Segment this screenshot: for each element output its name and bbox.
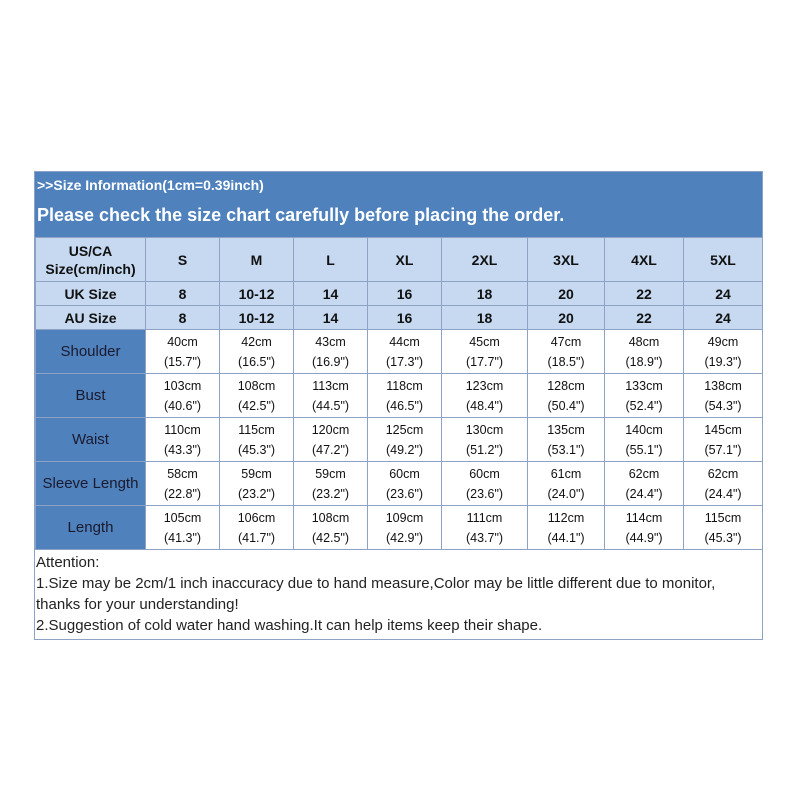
inch-value: (23.2") xyxy=(237,486,276,501)
au-size-cell: 20 xyxy=(528,306,605,330)
inch-value: (16.9") xyxy=(311,354,350,369)
measurement-cell xyxy=(294,418,368,462)
inch-value: (43.3") xyxy=(163,442,202,457)
cm-value: 112cm xyxy=(547,510,585,525)
measurement-cell xyxy=(294,506,368,550)
measurement-cell xyxy=(146,418,220,462)
inch-value: (46.5") xyxy=(385,398,424,413)
cm-value: 58cm xyxy=(167,466,198,481)
us-size-label xyxy=(36,238,146,282)
cm-value: 123cm xyxy=(465,378,504,393)
inch-value: (44.1") xyxy=(547,530,585,545)
uk-size-cell: 18 xyxy=(442,282,528,306)
measurement-cell xyxy=(528,506,605,550)
cm-value: 140cm xyxy=(625,422,663,437)
inch-value: (22.8") xyxy=(163,486,202,501)
inch-value: (24.4") xyxy=(625,486,663,501)
attention-line-3: 2.Suggestion of cold water hand washing.It can help items keep their shape. xyxy=(36,617,543,634)
measurement-cell xyxy=(528,374,605,418)
measurement-cell xyxy=(220,506,294,550)
cm-value: 108cm xyxy=(237,378,276,393)
us-size-cell: XL xyxy=(368,238,442,282)
size-chart-notice: Please check the size chart carefully before placing the order. xyxy=(37,205,565,225)
measurement-cell xyxy=(605,506,684,550)
inch-value: (23.6") xyxy=(385,486,424,501)
cm-value: 59cm xyxy=(315,466,346,481)
inch-value: (55.1") xyxy=(625,442,663,457)
measurement-cell xyxy=(442,462,528,506)
cm-value: 62cm xyxy=(707,466,739,481)
cm-value: 59cm xyxy=(241,466,272,481)
inch-value: (19.3") xyxy=(704,354,742,369)
inch-value: (17.7") xyxy=(465,354,504,369)
cm-value: 138cm xyxy=(704,378,742,393)
measurement-cell xyxy=(442,374,528,418)
measurement-cell xyxy=(528,418,605,462)
inch-value: (47.2") xyxy=(311,442,350,457)
uk-size-cell: 22 xyxy=(605,282,684,306)
size-chart xyxy=(34,171,763,640)
measurement-cell xyxy=(368,330,442,374)
measurement-row xyxy=(36,330,763,374)
measurement-cell xyxy=(368,418,442,462)
au-size-cell: 10-12 xyxy=(220,306,294,330)
measurement-row xyxy=(36,418,763,462)
inch-value: (50.4") xyxy=(547,398,585,413)
inch-value: (48.4") xyxy=(465,398,504,413)
measurement-label: Waist xyxy=(36,418,146,462)
inch-value: (17.3") xyxy=(385,354,424,369)
measurement-cell xyxy=(684,374,763,418)
measurement-cell xyxy=(220,462,294,506)
measurement-cell xyxy=(146,462,220,506)
cm-value: 113cm xyxy=(312,378,349,393)
measurement-cell xyxy=(684,506,763,550)
measurement-cell xyxy=(605,418,684,462)
cm-value: 49cm xyxy=(707,334,739,349)
inch-value: (42.5") xyxy=(237,398,276,413)
measurement-row xyxy=(36,374,763,418)
cm-value: 43cm xyxy=(315,334,346,349)
cm-value: 118cm xyxy=(386,378,423,393)
measurement-cell xyxy=(368,462,442,506)
cm-value: 145cm xyxy=(704,422,742,437)
uk-size-cell: 16 xyxy=(368,282,442,306)
cm-value: 110cm xyxy=(164,422,201,437)
au-size-cell: 18 xyxy=(442,306,528,330)
au-size-row xyxy=(36,306,763,330)
measurement-cell xyxy=(294,330,368,374)
inch-value: (44.5") xyxy=(311,398,350,413)
inch-value: (53.1") xyxy=(547,442,585,457)
au-size-cell: 22 xyxy=(605,306,684,330)
measurement-cell xyxy=(294,462,368,506)
attention-title: Attention: xyxy=(36,554,100,571)
inch-value: (49.2") xyxy=(385,442,424,457)
measurement-cell xyxy=(442,506,528,550)
measurement-cell xyxy=(605,462,684,506)
au-size-cell: 16 xyxy=(368,306,442,330)
measurement-cell xyxy=(442,418,528,462)
cm-value: 60cm xyxy=(389,466,420,481)
measurement-cell xyxy=(146,330,220,374)
uk-size-label: UK Size xyxy=(36,282,146,306)
size-info-banner xyxy=(35,172,762,237)
measurement-cell xyxy=(684,330,763,374)
inch-value: (41.7") xyxy=(237,530,276,545)
attention-notes xyxy=(35,550,762,639)
inch-value: (52.4") xyxy=(625,398,663,413)
us-size-row xyxy=(36,238,763,282)
cm-value: 44cm xyxy=(389,334,420,349)
measurement-cell xyxy=(528,462,605,506)
inch-value: (42.5") xyxy=(311,530,350,545)
measurement-cell xyxy=(368,506,442,550)
cm-value: 103cm xyxy=(163,378,202,393)
measurement-cell xyxy=(146,506,220,550)
measurement-cell xyxy=(294,374,368,418)
us-size-cell: 3XL xyxy=(528,238,605,282)
inch-value: (18.5") xyxy=(547,354,585,369)
uk-size-cell: 8 xyxy=(146,282,220,306)
uk-size-cell: 20 xyxy=(528,282,605,306)
cm-value: 128cm xyxy=(547,378,585,393)
measurement-row xyxy=(36,462,763,506)
inch-value: (16.5") xyxy=(237,354,276,369)
cm-value: 60cm xyxy=(469,466,500,481)
us-label-line1: US/CA xyxy=(68,242,113,259)
inch-value: (23.6") xyxy=(465,486,504,501)
measurement-cell xyxy=(220,330,294,374)
inch-value: (44.9") xyxy=(625,530,663,545)
measurement-row xyxy=(36,506,763,550)
us-size-cell: M xyxy=(220,238,294,282)
cm-value: 114cm xyxy=(625,510,663,525)
cm-value: 109cm xyxy=(385,510,424,525)
measurement-cell xyxy=(220,374,294,418)
cm-value: 47cm xyxy=(550,334,582,349)
cm-value: 115cm xyxy=(238,422,275,437)
cm-value: 48cm xyxy=(628,334,660,349)
inch-value: (18.9") xyxy=(625,354,663,369)
measurement-cell xyxy=(442,330,528,374)
us-size-cell: L xyxy=(294,238,368,282)
measurement-label: Sleeve Length xyxy=(36,462,146,506)
uk-size-cell: 10-12 xyxy=(220,282,294,306)
cm-value: 120cm xyxy=(311,422,350,437)
size-table xyxy=(35,237,763,550)
attention-line-1: 1.Size may be 2cm/1 inch inaccuracy due to hand measure,Color may be little different due to monitor, xyxy=(36,575,716,592)
inch-value: (23.2") xyxy=(311,486,350,501)
inch-value: (41.3") xyxy=(163,530,202,545)
inch-value: (42.9") xyxy=(385,530,424,545)
measurement-cell xyxy=(368,374,442,418)
size-info-title: >>Size Information(1cm=0.39inch) xyxy=(37,177,264,193)
inch-value: (15.7") xyxy=(163,354,202,369)
inch-value: (24.4") xyxy=(704,486,742,501)
au-size-label: AU Size xyxy=(36,306,146,330)
inch-value: (24.0") xyxy=(547,486,585,501)
uk-size-row xyxy=(36,282,763,306)
cm-value: 125cm xyxy=(385,422,424,437)
cm-value: 106cm xyxy=(237,510,276,525)
inch-value: (40.6") xyxy=(163,398,202,413)
cm-value: 111cm xyxy=(466,510,503,525)
inch-value: (45.3") xyxy=(237,442,276,457)
inch-value: (51.2") xyxy=(465,442,504,457)
cm-value: 40cm xyxy=(167,334,198,349)
measurement-cell xyxy=(605,374,684,418)
measurement-label: Bust xyxy=(36,374,146,418)
inch-value: (57.1") xyxy=(704,442,742,457)
uk-size-cell: 24 xyxy=(684,282,763,306)
cm-value: 61cm xyxy=(550,466,582,481)
au-size-cell: 24 xyxy=(684,306,763,330)
cm-value: 42cm xyxy=(241,334,272,349)
measurement-label: Length xyxy=(36,506,146,550)
measurement-cell xyxy=(684,462,763,506)
au-size-cell: 14 xyxy=(294,306,368,330)
measurement-cell xyxy=(146,374,220,418)
uk-size-cell: 14 xyxy=(294,282,368,306)
measurement-cell xyxy=(220,418,294,462)
us-size-cell: 4XL xyxy=(605,238,684,282)
us-label-line2: Size(cm/inch) xyxy=(45,260,136,277)
cm-value: 45cm xyxy=(469,334,500,349)
inch-value: (45.3") xyxy=(704,530,742,545)
measurement-cell xyxy=(528,330,605,374)
us-size-cell: 2XL xyxy=(442,238,528,282)
cm-value: 108cm xyxy=(311,510,350,525)
cm-value: 115cm xyxy=(704,510,742,525)
au-size-cell: 8 xyxy=(146,306,220,330)
measurement-label: Shoulder xyxy=(36,330,146,374)
inch-value: (43.7") xyxy=(465,530,504,545)
cm-value: 135cm xyxy=(547,422,585,437)
us-size-cell: S xyxy=(146,238,220,282)
measurement-cell xyxy=(684,418,763,462)
cm-value: 133cm xyxy=(625,378,663,393)
cm-value: 62cm xyxy=(628,466,660,481)
inch-value: (54.3") xyxy=(704,398,742,413)
measurement-cell xyxy=(605,330,684,374)
us-size-cell: 5XL xyxy=(684,238,763,282)
cm-value: 130cm xyxy=(465,422,504,437)
cm-value: 105cm xyxy=(163,510,202,525)
attention-line-2: thanks for your understanding! xyxy=(36,596,239,613)
